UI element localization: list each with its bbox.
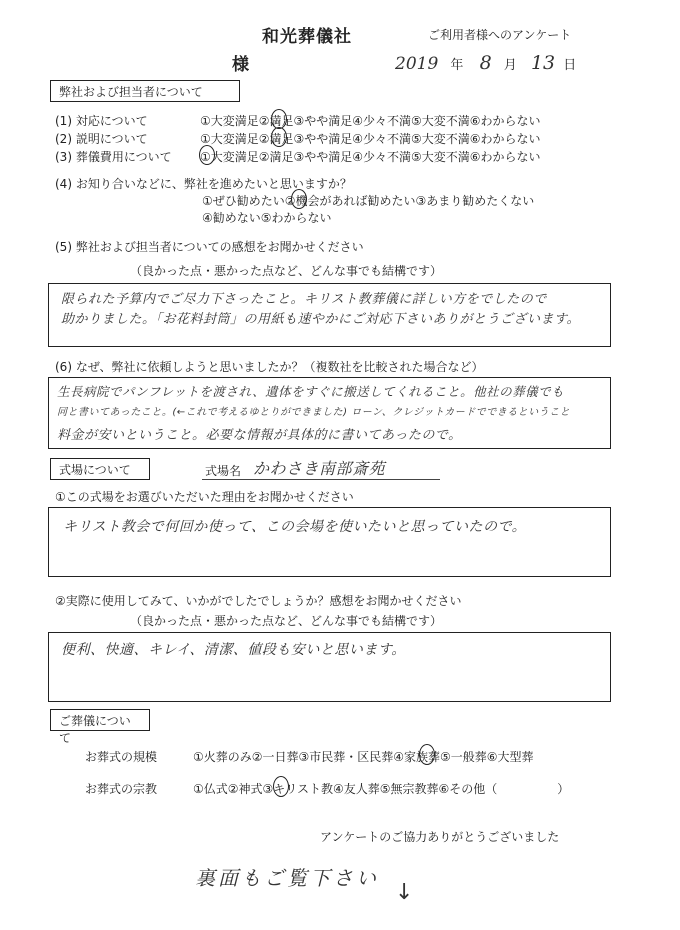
- q6-label: (6) なぜ、弊社に依頼しようと思いましたか？（複数社を比較された場合など）: [55, 360, 484, 374]
- q6-answer-line3: 料金が安いということ。必要な情報が具体的に書いてあったので。: [57, 428, 462, 443]
- q6-answer-line2: 同と書いてあったこと。(←これで考えるゆとりができました) ローン、クレジットカードでできるということ: [57, 407, 571, 418]
- q5-answer-line1: 限られた予算内でご尽力下さったこと。キリスト教葬儀に詳しい方をでしたので: [61, 292, 547, 307]
- venue-q2-answer: 便利、快適、キレイ、清潔、値段も安いと思います。: [61, 642, 406, 658]
- date-day: 13: [530, 52, 556, 74]
- venue-q2-answer-box: [48, 632, 611, 702]
- company-name: 和光葬儀社: [262, 27, 352, 47]
- q5-answer-box: [48, 283, 611, 347]
- q2-label: (2) 説明について: [55, 132, 148, 146]
- venue-underline: [202, 479, 440, 480]
- venue-q2-subtext: （良かった点・悪かった点など、どんな事でも結構です）: [130, 614, 443, 628]
- venue-value: かわさき南部斎苑: [253, 459, 386, 478]
- q2-selected-circle: [271, 127, 287, 147]
- date-day-unit: 日: [563, 58, 577, 73]
- date-year-unit: 年: [450, 58, 464, 73]
- funeral-scale-label: お葬式の規模: [85, 750, 158, 764]
- q1-options: ①大変満足②満足③やや満足④少々不満⑤大変不満⑥わからない: [200, 114, 541, 128]
- q6-answer-line1: 生長病院でパンフレットを渡され、遺体をすぐに搬送してくれること。他社の葬儀でも: [57, 384, 565, 399]
- see-reverse-note: 裏面もご覧下さい: [195, 866, 379, 890]
- survey-date: [395, 52, 576, 74]
- date-month-unit: 月: [503, 58, 517, 73]
- q5-answer-line2: 助かりました。「お花料封筒」の用紙も速やかにご対応下さいありがとうございます。: [61, 312, 580, 327]
- q4-label: (4) お知り合いなどに、弊社を進めたいと思いますか？: [55, 177, 352, 191]
- q4-options-row2: ④勧めない⑤わからない: [202, 211, 332, 225]
- venue-q1-answer: キリスト教会で何回か使って、この会場を使いたいと思っていたので。: [63, 519, 527, 535]
- date-month: 8: [479, 52, 492, 74]
- venue-q2-label: ②実際に使用してみて、いかがでしたでしょうか？感想をお聞かせください: [55, 594, 462, 608]
- q1-label: (1) 対応について: [55, 114, 148, 128]
- venue-q1-label: ①この式場をお選びいただいた理由をお聞かせください: [55, 490, 354, 504]
- funeral-scale-options: ①火葬のみ②一日葬③市民葬・区民葬④家族葬⑤一般葬⑥大型葬: [193, 750, 534, 764]
- venue-q1-answer-box: [48, 507, 611, 577]
- funeral-scale-selected-circle: [419, 744, 435, 765]
- q2-options: ①大変満足②満足③やや満足④少々不満⑤大変不満⑥わからない: [200, 132, 541, 146]
- q6-answer-box: [48, 377, 611, 449]
- q3-label: (3) 葬儀費用について: [55, 150, 172, 164]
- date-year: 2019: [395, 54, 439, 74]
- section1-title: 弊社および担当者について: [50, 80, 240, 102]
- q4-selected-circle: [291, 189, 307, 209]
- q3-selected-circle: [199, 145, 215, 165]
- thanks-message: アンケートのご協力ありがとうございました: [320, 830, 560, 844]
- funeral-religion-options: ①仏式②神式③キリスト教④友人葬⑤無宗教葬⑥その他（ ）: [193, 782, 570, 796]
- sama-label: 様: [232, 55, 250, 75]
- funeral-religion-selected-circle: [273, 776, 289, 797]
- down-arrow-icon: ↓: [395, 880, 414, 905]
- funeral-religion-label: お葬式の宗教: [85, 782, 158, 796]
- q5-subtext: （良かった点・悪かった点など、どんな事でも結構です）: [130, 264, 443, 278]
- q3-options: ①大変満足②満足③やや満足④少々不満⑤大変不満⑥わからない: [200, 150, 541, 164]
- survey-title: ご利用者様へのアンケート: [428, 28, 572, 42]
- q5-label: (5) 弊社および担当者についての感想をお聞かせください: [55, 240, 364, 254]
- q1-selected-circle: [271, 109, 287, 129]
- venue-label: 式場名: [205, 464, 242, 478]
- section3-title: ご葬儀について: [50, 709, 150, 731]
- section2-title: 式場について: [50, 458, 150, 480]
- q4-options-row1: ①ぜひ勧めたい②機会があれば勧めたい③あまり勧めたくない: [202, 194, 535, 208]
